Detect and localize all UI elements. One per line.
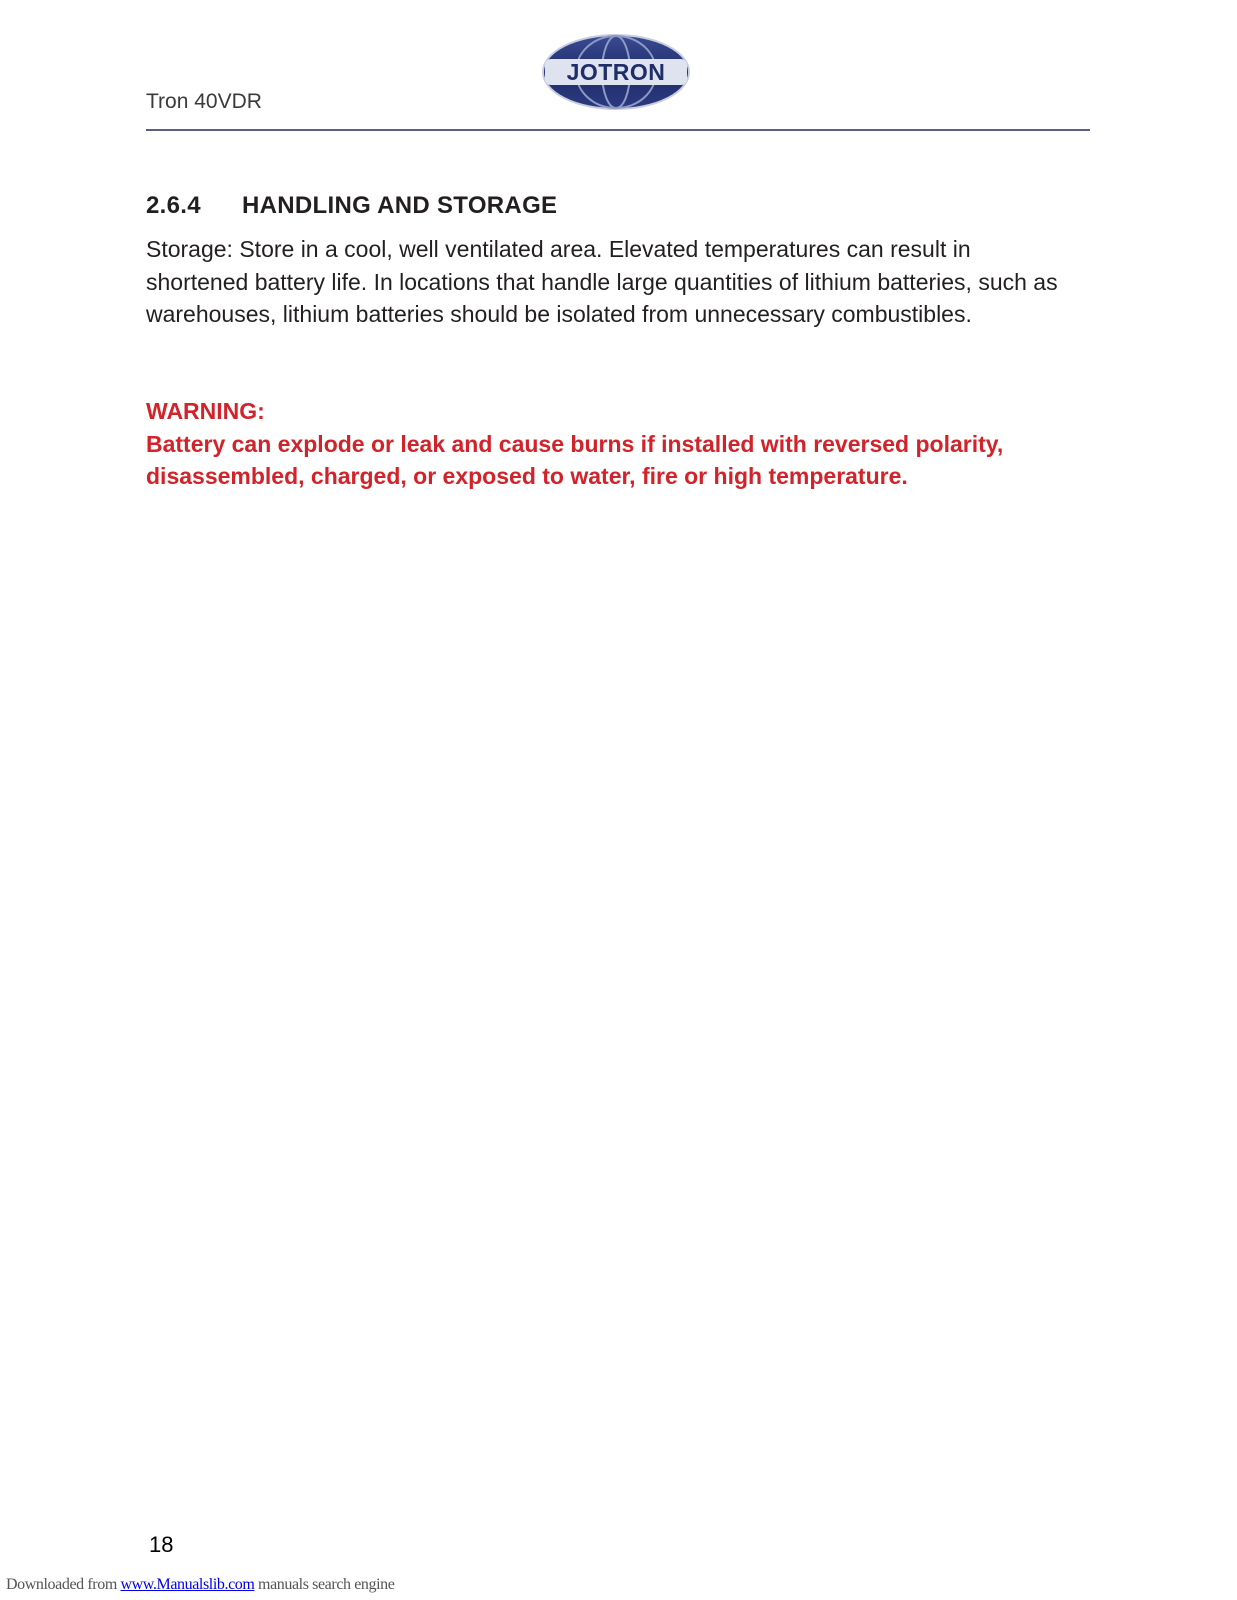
section-heading [146, 192, 557, 220]
footer-prefix: Downloaded from [6, 1576, 121, 1593]
header-rule [146, 129, 1090, 131]
manualslib-link[interactable]: www.Manualslib.com [120, 1576, 255, 1593]
section-number: 2.6.4 [146, 192, 201, 219]
footer-suffix: manuals search engine [254, 1576, 395, 1593]
warning-block [146, 395, 1086, 493]
section-body: Storage: Store in a cool, well ventilated area. Elevated temperatures can result in shortened battery life. In locations that handle large quantities of lithium batteries, such as warehouses, lithium batteries should be isolated from unnecessary combustibles. [146, 236, 1058, 327]
download-footer [6, 1576, 394, 1594]
section-title: HANDLING AND STORAGE [242, 192, 558, 219]
warning-label: WARNING: [146, 398, 265, 424]
warning-text: Battery can explode or leak and cause burns if installed with reversed polarity, disassembled, charged, or exposed to water, fire or high temperature. [146, 430, 1004, 489]
page-number: 18 [149, 1532, 174, 1557]
header-title: Tron 40VDR [146, 90, 262, 113]
logo-text: JOTRON [566, 59, 666, 85]
jotron-logo [541, 33, 691, 111]
